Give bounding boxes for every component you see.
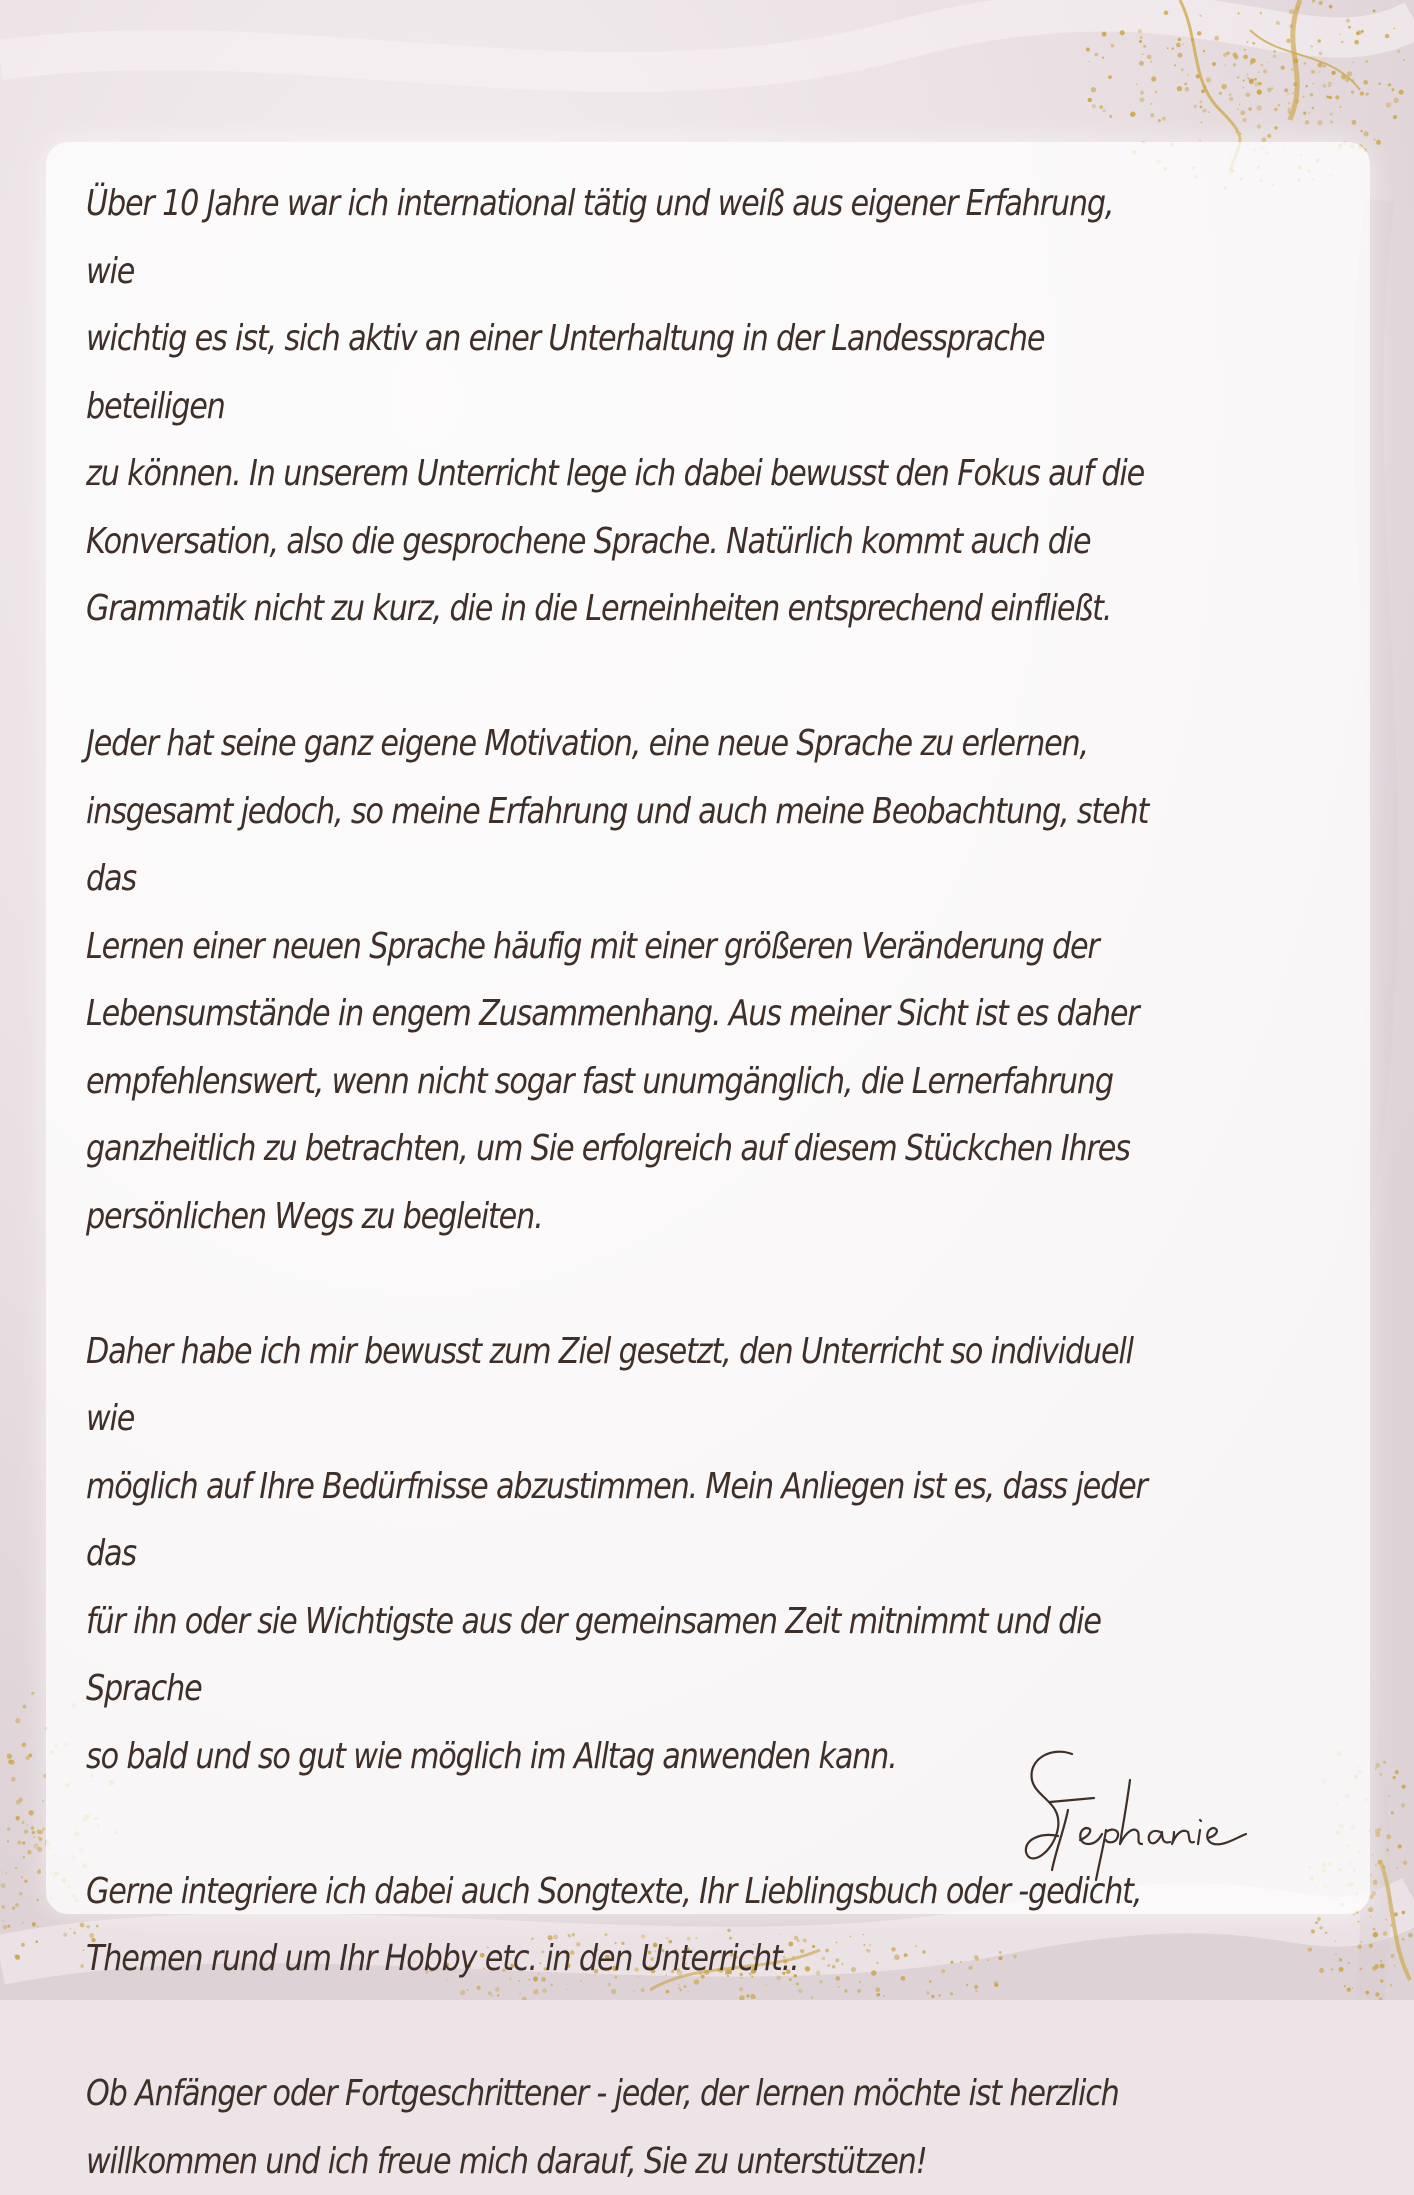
paragraph-intro: Über 10 Jahre war ich international tätig und weiß aus eigener Erfahrung, wie wichtig es ist, sich aktiv an einer Unterhaltung in der Landessprache beteiligen zu können. In unserem Unterricht lege ich dabei bewusst den Fokus auf die Konversation, also die gesprochene Sprache. Natürlich kommt auch die Grammatik nicht zu kurz, die in die Lerneinheiten entsprechend einfließt. — [86, 183, 1145, 629]
paragraph-welcome: Ob Anfänger oder Fortgeschrittener - jeder, der lernen möchte ist herzlich willkommen und ich freue mich darauf, Sie zu unterstützen! — [86, 2073, 1119, 2182]
paragraph-materials: Gerne integriere ich dabei auch Songtexte, Ihr Lieblingsbuch oder -gedicht, Themen rund um Ihr Hobby etc. in den Unterricht.. — [86, 1870, 1142, 1979]
signature-stephanie — [1010, 1740, 1280, 1890]
letter-body — [86, 170, 1161, 2195]
paragraph-motivation: Jeder hat seine ganz eigene Motivation, eine neue Sprache zu erlernen, insgesamt jedoch, so meine Erfahrung und auch meine Beobachtung, steht das Lernen einer neuen Sprache häufig mit einer größeren Veränderung der Lebensumstände in engem Zusammenhang. Aus meiner Sicht ist es daher empfehlenswert, wenn nicht sogar fast unumgänglich, die Lernerfahrung ganzheitlich zu betrachten, um Sie erfolgreich auf diesem Stückchen Ihres persönlichen Wegs zu begleiten. — [86, 723, 1149, 1237]
paragraph-goal: Daher habe ich mir bewusst zum Ziel gesetzt, den Unterricht so individuell wie möglich auf Ihre Bedürfnisse abzustimmen. Mein Anliegen ist es, dass jeder das für ihn oder sie Wichtigste aus der gemeinsamen Zeit mitnimmt und die Sprache so bald und so gut wie möglich im Alltag anwenden kann. — [86, 1330, 1147, 1777]
